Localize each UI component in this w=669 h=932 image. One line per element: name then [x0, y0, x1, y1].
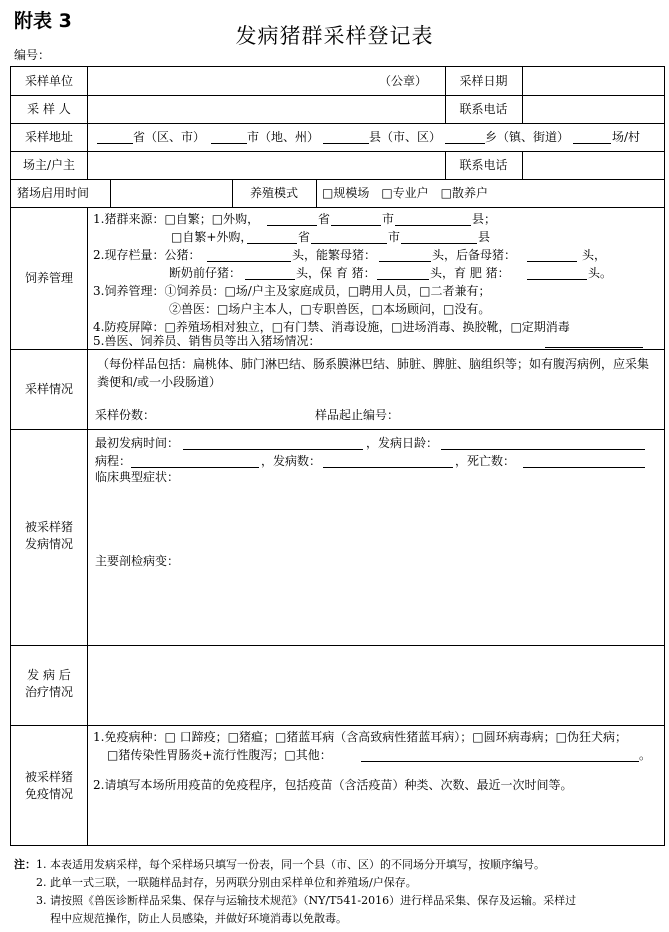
blank-line[interactable]: [131, 467, 259, 468]
form-title: 发病猪群采样登记表: [235, 24, 434, 48]
onset-label-line-2: 发病情况: [24, 537, 73, 551]
blank-line[interactable]: [395, 225, 471, 226]
column-divider: [522, 151, 523, 179]
sampler-phone-label: 联系电话: [459, 102, 508, 116]
blank-line[interactable]: [523, 467, 645, 468]
entry-exit-line: 5.兽医、饲养员、销售员等出入猪场情况：: [93, 334, 321, 348]
serial-number-label: 编号：: [14, 48, 51, 62]
biosecurity-line[interactable]: 4.防疫屏障：□养殖场相对独立，□有门禁、消毒设施，□进场消毒、换胶靴，□定期消毒: [93, 320, 570, 334]
official-seal-hint: （公章）: [379, 74, 428, 88]
footnote-text: 程中应规范操作，防止人员感染，并做好环境消毒以免散毒。: [50, 912, 347, 925]
pig-source-mixed[interactable]: □自繁+外购，: [171, 230, 253, 244]
necropsy-lesions-field[interactable]: [95, 571, 655, 641]
pig-source-mixed-city: 市: [388, 230, 401, 244]
farm-owner-field[interactable]: [89, 153, 443, 177]
blank-line[interactable]: [401, 243, 477, 244]
immunization-label-line-1: 被采样猪: [24, 770, 73, 784]
blank-line[interactable]: [245, 279, 295, 280]
blank-line[interactable]: [331, 225, 381, 226]
footnote-text: 本表适用发病采样，每个采样场只填写一份表，同一个县（市、区）的不同场分开填写，按顺序编号。: [50, 858, 545, 871]
pig-source-city: 市: [382, 212, 395, 226]
footnote-number: 2.: [36, 876, 47, 889]
owner-phone-field[interactable]: [524, 153, 662, 177]
sampling-date-label: 采样日期: [459, 74, 508, 88]
farm-owner-label: 场主/户主: [22, 158, 76, 172]
sampling-date-field[interactable]: [524, 69, 662, 93]
label-column-divider: [87, 67, 88, 179]
row-divider: [11, 429, 664, 430]
registration-form-table: [10, 66, 665, 846]
sampling-unit-field[interactable]: [89, 69, 443, 93]
village-blank[interactable]: [573, 143, 611, 144]
row-divider: [11, 95, 664, 96]
county-unit: 县（市、区）: [369, 130, 442, 144]
sample-count-label: 采样份数：: [95, 408, 156, 422]
pig-source-mixed-province: 省: [298, 230, 311, 244]
feeding-management-label: 饲养管理: [24, 271, 73, 285]
pig-source-mixed-county: 县: [478, 230, 491, 244]
column-divider: [110, 179, 111, 207]
row-divider: [11, 207, 664, 208]
sampler-label: 采 样 人: [27, 102, 71, 116]
footnote-number: 1.: [36, 858, 47, 871]
village-unit: 场/村: [612, 130, 641, 144]
appendix-label: 附表 3: [14, 10, 72, 32]
sampler-field[interactable]: [89, 97, 443, 121]
immunization-label-line-2: 免疫情况: [24, 787, 73, 801]
onset-age-label: ，发病日龄：: [366, 436, 439, 450]
footnote-lead: 注：: [14, 858, 36, 871]
pig-source-province: 省: [318, 212, 331, 226]
stock-unit: 头，能繁母猪：: [292, 248, 377, 262]
vaccine-other-end: 。: [639, 748, 652, 762]
blank-line[interactable]: [323, 467, 453, 468]
town-blank[interactable]: [445, 143, 485, 144]
column-divider: [522, 67, 523, 123]
province-unit: 省（区、市）: [133, 130, 206, 144]
blank-line[interactable]: [377, 279, 429, 280]
blank-line[interactable]: [441, 449, 645, 450]
management-vet-line[interactable]: ②兽医：□场户主本人，□专职兽医，□本场顾问，□没有。: [169, 302, 491, 316]
blank-line[interactable]: [361, 761, 639, 762]
sampling-unit-label: 采样单位: [24, 74, 73, 88]
sample-composition-note: （每份样品包括：扁桃体、肺门淋巴结、肠系膜淋巴结、肺脏、脾脏、脑组织等；如有腹泻病例，应采集粪便和/或一小段肠道）: [97, 357, 650, 389]
vaccine-diseases-line[interactable]: 1.免疫病种：□ 口蹄疫；□猪瘟；□猪蓝耳病（含高致病性猪蓝耳病）；□圆环病毒病；□伪狂犬病；: [93, 730, 627, 744]
county-blank[interactable]: [323, 143, 369, 144]
pig-source-line[interactable]: 1.猪群来源：□自繁；□外购，: [93, 212, 260, 226]
sampling-address-label: 采样地址: [24, 130, 73, 144]
stock-line-1: 2.现存栏量：公猪：: [93, 248, 201, 262]
necropsy-lesions-label: 主要剖检病变：: [95, 554, 180, 568]
row-divider: [11, 179, 664, 180]
stock-line-2: 断奶前仔猪：: [169, 266, 242, 280]
blank-line[interactable]: [207, 261, 291, 262]
row-divider: [11, 349, 664, 350]
blank-line[interactable]: [267, 225, 317, 226]
breeding-mode-label: 养殖模式: [249, 186, 298, 200]
sick-count-label: ，发病数：: [261, 454, 322, 468]
city-unit: 市（地、州）: [247, 130, 320, 144]
disease-course-label: 病程：: [95, 454, 132, 468]
blank-line[interactable]: [183, 449, 363, 450]
sampler-phone-field[interactable]: [524, 97, 662, 121]
clinical-symptoms-label: 临床典型症状：: [95, 470, 180, 484]
blank-line[interactable]: [527, 279, 587, 280]
blank-line[interactable]: [311, 243, 387, 244]
blank-line[interactable]: [545, 347, 643, 348]
blank-line[interactable]: [379, 261, 431, 262]
onset-situation-label: [11, 519, 87, 553]
breeding-mode-options[interactable]: □规模场 □专业户 □散养户: [322, 186, 489, 200]
stock-unit: 头，: [582, 248, 607, 262]
stock-unit: 头，保 育 猪：: [296, 266, 376, 280]
blank-line[interactable]: [247, 243, 297, 244]
footnote-text: 此单一式三联，一联随样品封存，另两联分别由采样单位和养殖场/户保存。: [50, 876, 417, 889]
farm-start-time-label: 猪场启用时间: [17, 186, 90, 200]
town-unit: 乡（镇、街道）: [485, 130, 570, 144]
blank-line[interactable]: [527, 261, 577, 262]
sampling-situation-label: 采样情况: [24, 382, 73, 396]
farm-start-time-field[interactable]: [112, 181, 230, 205]
treatment-field[interactable]: [91, 649, 659, 721]
treatment-situation-label: [11, 667, 87, 701]
row-divider: [11, 645, 664, 646]
management-staff-line[interactable]: 3.饲养管理：①饲养员：□场/户主及家庭成员，□聘用人员，□二者兼有；: [93, 284, 491, 298]
stock-unit: 头，后备母猪：: [432, 248, 517, 262]
death-count-label: ，死亡数：: [455, 454, 516, 468]
row-divider: [11, 123, 664, 124]
province-blank[interactable]: [97, 143, 133, 144]
label-column-divider: [87, 207, 88, 845]
first-onset-label: 最初发病时间：: [95, 436, 180, 450]
clinical-symptoms-field[interactable]: [95, 487, 655, 545]
footnote-number: 3.: [36, 894, 47, 907]
treatment-label-line-1: 发 病 后: [27, 668, 71, 682]
row-divider: [11, 151, 664, 152]
footnote-text: 请按照《兽医诊断样品采集、保存与运输技术规范》（NY/T541-2016）进行样品采集、保存及运输。采样过: [50, 894, 577, 907]
stock-unit: 头，育 肥 猪：: [430, 266, 510, 280]
owner-phone-label: 联系电话: [459, 158, 508, 172]
row-divider: [11, 725, 664, 726]
city-blank[interactable]: [211, 143, 247, 144]
stock-unit: 头。: [588, 266, 613, 280]
immunization-situation-label: [11, 769, 87, 803]
treatment-label-line-2: 治疗情况: [24, 685, 73, 699]
sample-id-range-label: 样品起止编号：: [315, 408, 400, 422]
vaccine-program-line: 2.请填写本场所用疫苗的免疫程序，包括疫苗（含活疫苗）种类、次数、最近一次时间等。: [93, 778, 573, 792]
column-divider: [316, 179, 317, 207]
pig-source-county: 县；: [472, 212, 497, 226]
vaccine-other-line[interactable]: □猪传染性胃肠炎+流行性腹泻；□其他：: [107, 748, 332, 762]
onset-label-line-1: 被采样猪: [24, 520, 73, 534]
